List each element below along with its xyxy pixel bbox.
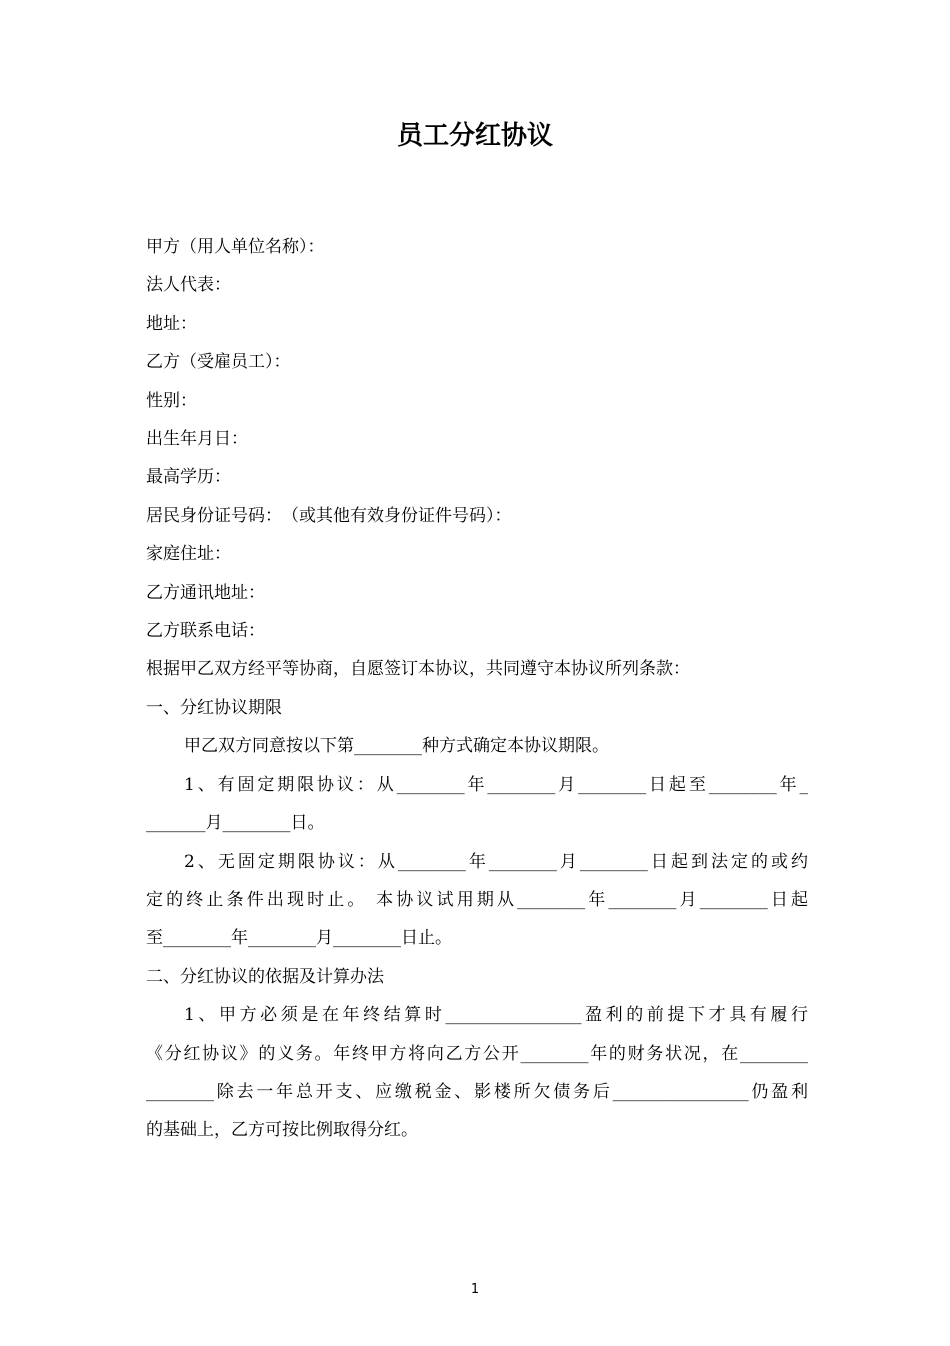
calculation-clause-line-3: ________除去一年总开支、应缴税金、影楼所欠债务后________________仍盈利 (146, 1081, 808, 1102)
section-heading-calculation: 二、分红协议的依据及计算办法 (146, 966, 384, 987)
calculation-clause: 1、甲方必须是在年终结算时________________盈利的前提下才具有履行 (184, 1005, 808, 1026)
gender-line: 性别： (146, 390, 197, 411)
education-line: 最高学历： (146, 467, 231, 488)
home-address-line: 家庭住址： (146, 544, 231, 565)
preamble-paragraph: 根据甲乙双方经平等协商，自愿签订本协议，共同遵守本协议所列条款： (146, 659, 690, 680)
section-heading-term: 一、分红协议期限 (146, 697, 282, 718)
open-term-clause: 2、无固定期限协议：从________年________月________日起到法定的或约 (184, 851, 808, 872)
calculation-clause-line-4: 的基础上，乙方可按比例取得分红。 (146, 1120, 418, 1141)
document-body (146, 228, 808, 1150)
calculation-clause-line-2: 《分红协议》的义务。年终甲方将向乙方公开________年的财务状况，在________ (146, 1043, 808, 1064)
id-number-line: 居民身份证号码： （或其他有效身份证件号码）： (146, 505, 512, 526)
legal-representative-line: 法人代表： (146, 275, 231, 296)
probation-period-line: 至________年________月________日止。 (146, 928, 452, 949)
party-b-line: 乙方（受雇员工）： (146, 352, 291, 373)
open-term-clause-continued: 定的终止条件出现时止。 本协议试用期从________年________月________日起 (146, 889, 808, 910)
party-a-address-line: 地址： (146, 313, 197, 334)
phone-line: 乙方联系电话： (146, 621, 265, 642)
term-method-paragraph: 甲乙双方同意按以下第________种方式确定本协议期限。 (184, 736, 609, 757)
fixed-term-clause-continued: _______月________日。 (146, 813, 325, 834)
page-number: 1 (470, 1282, 480, 1297)
birth-date-line: 出生年月日： (146, 429, 248, 450)
party-a-name-line: 甲方（用人单位名称）： (146, 237, 325, 257)
fixed-term-clause: 1、有固定期限协议：从________年________月________日起至________年_ (184, 774, 808, 795)
document-title: 员工分红协议 (396, 121, 553, 151)
mailing-address-line: 乙方通讯地址： (146, 582, 265, 603)
